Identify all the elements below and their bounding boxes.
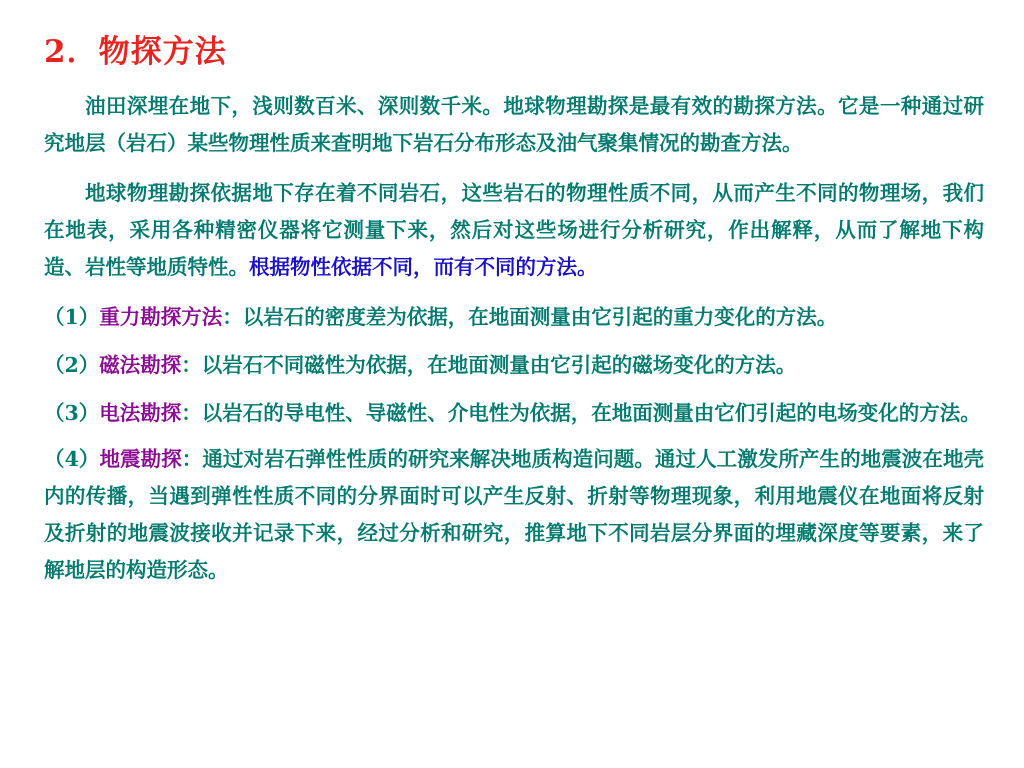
intro-paragraph-2 <box>44 175 984 286</box>
intro-highlight-text: 根据物性依据不同，而有不同的方法。 <box>249 255 598 279</box>
intro-paragraph-1: 油田深埋在地下，浅则数百米、深则数千米。地球物理勘探是最有效的勘探方法。它是一种通过研究地层（岩石）某些物理性质来查明地下岩石分布形态及油气聚集情况的勘查方法。 <box>44 94 984 155</box>
slide-title: 2．物探方法 <box>44 34 227 70</box>
method-description: ：以岩石的导电性、导磁性、介电性为依据，在地面测量由它们引起的电场变化的方法。 <box>181 401 981 425</box>
method-description: ：以岩石不同磁性为依据，在地面测量由它引起的磁场变化的方法。 <box>181 353 797 377</box>
method-name: 磁法勘探 <box>99 353 182 377</box>
method-name: 地震勘探 <box>99 447 182 471</box>
method-item-magnetic <box>44 347 984 384</box>
method-item-gravity <box>44 299 984 336</box>
method-description: ：以岩石的密度差为依据，在地面测量由它引起的重力变化的方法。 <box>222 305 838 329</box>
method-number: （1） <box>44 305 100 329</box>
intro-paragraph-2-text: 地球物理勘探依据地下存在着不同岩石，这些岩石的物理性质不同，从而产生不同的物理场，我们在地表，采用各种精密仪器将它测量下来，然后对这些场进行分析研究，作出解释，从而了解地下构造、岩性等地质特性。 <box>44 181 984 279</box>
method-number: （3） <box>44 401 100 425</box>
method-number: （4） <box>44 447 100 471</box>
method-name: 重力勘探方法 <box>99 305 223 329</box>
method-description: ：通过对岩石弹性性质的研究来解决地质构造问题。通过人工激发所产生的地震波在地壳内的传播，当遇到弹性性质不同的分界面时可以产生反射、折射等物理现象，利用地震仪在地面将反射及折射的地震波接收并记录下来，经过分析和研究，推算地下不同岩层分界面的埋藏深度等要素，来了解地层的构造形态。 <box>44 447 985 582</box>
method-name: 电法勘探 <box>99 401 182 425</box>
method-number: （2） <box>44 353 100 377</box>
method-item-seismic <box>44 441 984 589</box>
method-item-electrical <box>44 395 984 432</box>
